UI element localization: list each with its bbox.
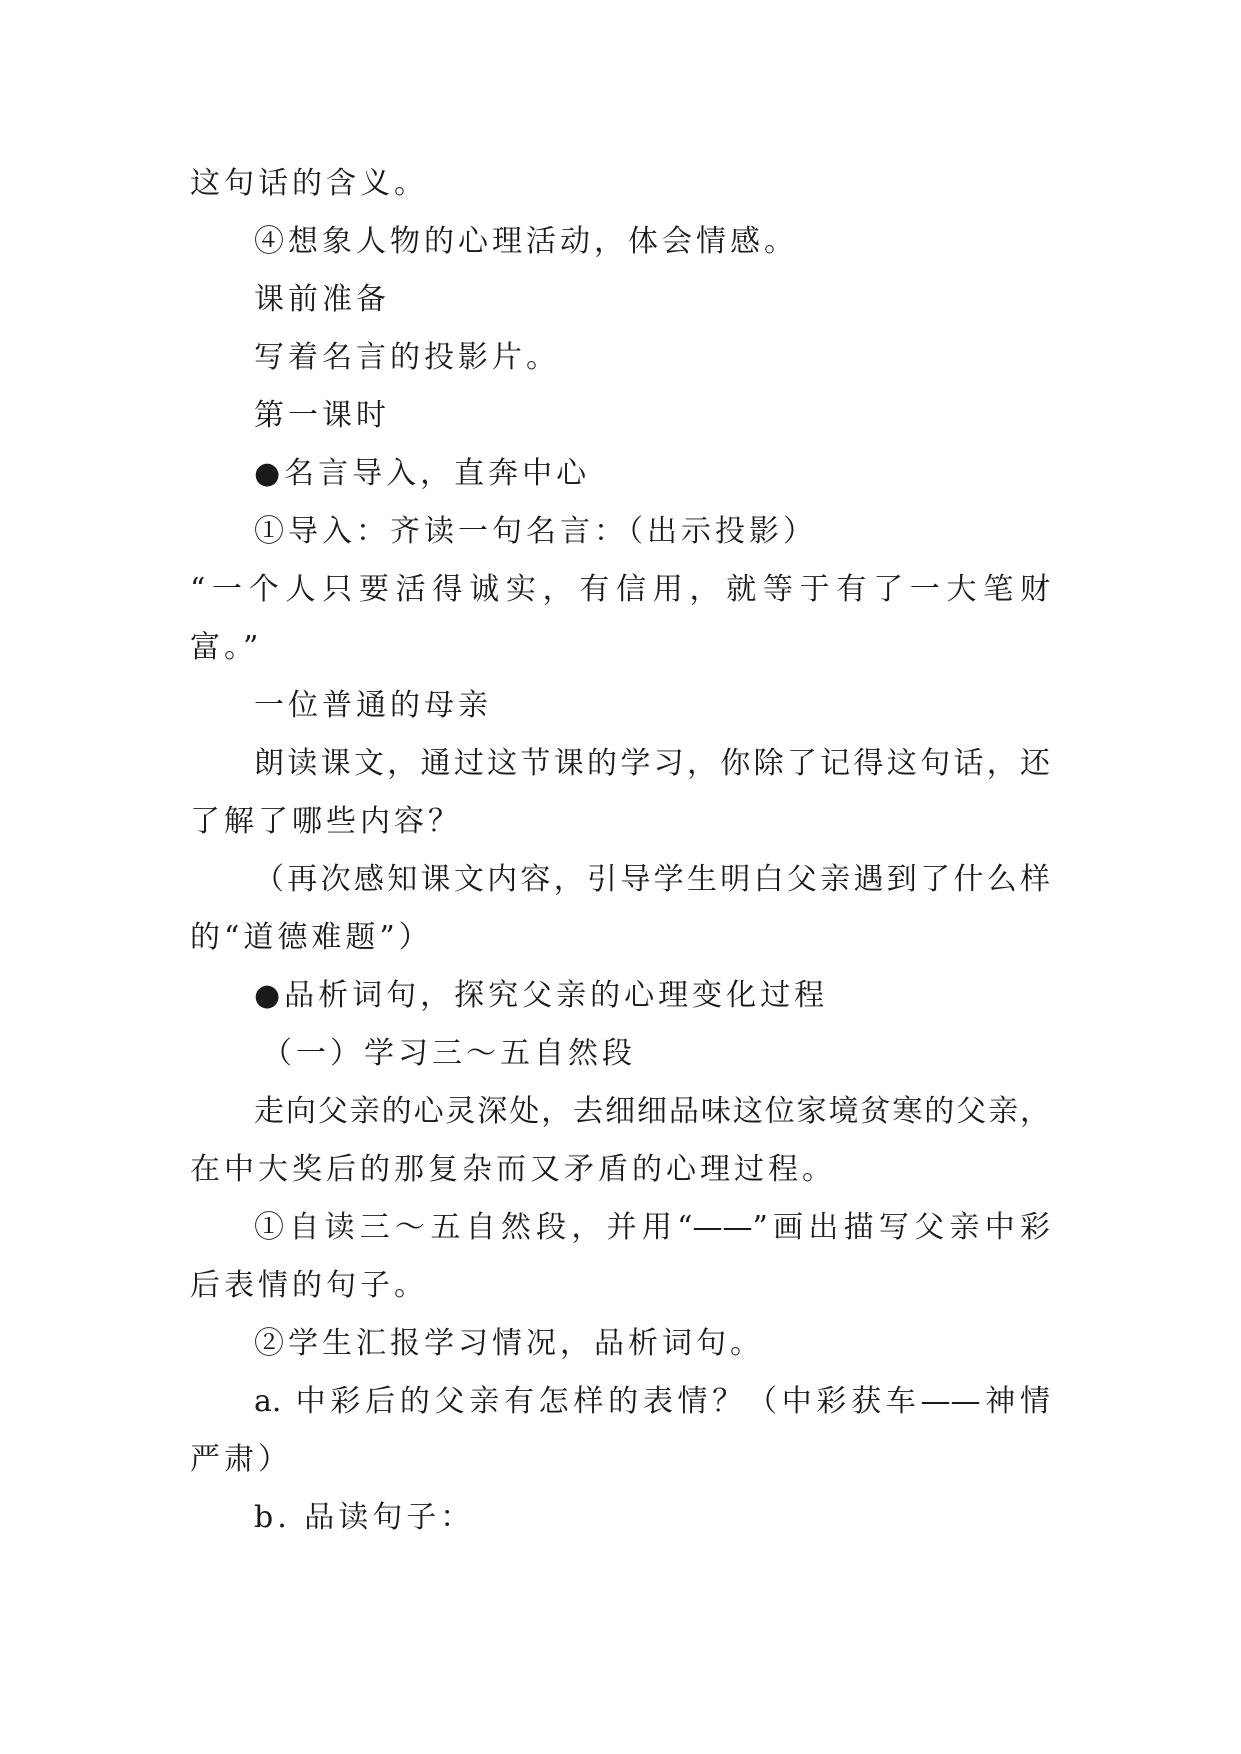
text-line: “一个人只要活得诚实，有信用，就等于有了一大笔财 xyxy=(190,572,1050,607)
text-line: 课前准备 xyxy=(254,282,390,317)
text-line: 后表情的句子。 xyxy=(190,1268,428,1303)
text-line: 一位普通的母亲 xyxy=(254,688,492,723)
text-line: 富。” xyxy=(190,630,263,665)
text-line: （再次感知课文内容，引导学生明白父亲遇到了什么样 xyxy=(254,862,1050,897)
text-line: 写着名言的投影片。 xyxy=(254,340,560,375)
text-line: ●品析词句，探究父亲的心理变化过程 xyxy=(254,978,829,1013)
text-line: 的“道德难题”） xyxy=(190,920,433,955)
text-line: 在中大奖后的那复杂而又矛盾的心理过程。 xyxy=(190,1152,836,1187)
text-line: 这句话的含义。 xyxy=(190,166,428,201)
text-line: ④想象人物的心理活动，体会情感。 xyxy=(254,224,798,259)
text-line: 了解了哪些内容？ xyxy=(190,804,462,839)
text-line: 走向父亲的心灵深处，去细细品味这位家境贫寒的父亲， xyxy=(254,1094,1050,1129)
text-line: 第一课时 xyxy=(254,398,390,433)
text-line: ●名言导入，直奔中心 xyxy=(254,456,591,491)
text-line: a. 中彩后的父亲有怎样的表情？（中彩获车——神情 xyxy=(254,1384,1050,1419)
text-line: b. 品读句子： xyxy=(254,1500,475,1535)
text-line: 朗读课文，通过这节课的学习，你除了记得这句话，还 xyxy=(254,746,1050,781)
text-line: ②学生汇报学习情况，品析词句。 xyxy=(254,1326,764,1361)
text-line: ①自读三～五自然段，并用“——”画出描写父亲中彩 xyxy=(254,1210,1050,1245)
text-line: 严肃） xyxy=(190,1442,292,1477)
text-line: ①导入：齐读一句名言：（出示投影） xyxy=(254,514,817,549)
text-line: （一）学习三～五自然段 xyxy=(262,1036,636,1071)
